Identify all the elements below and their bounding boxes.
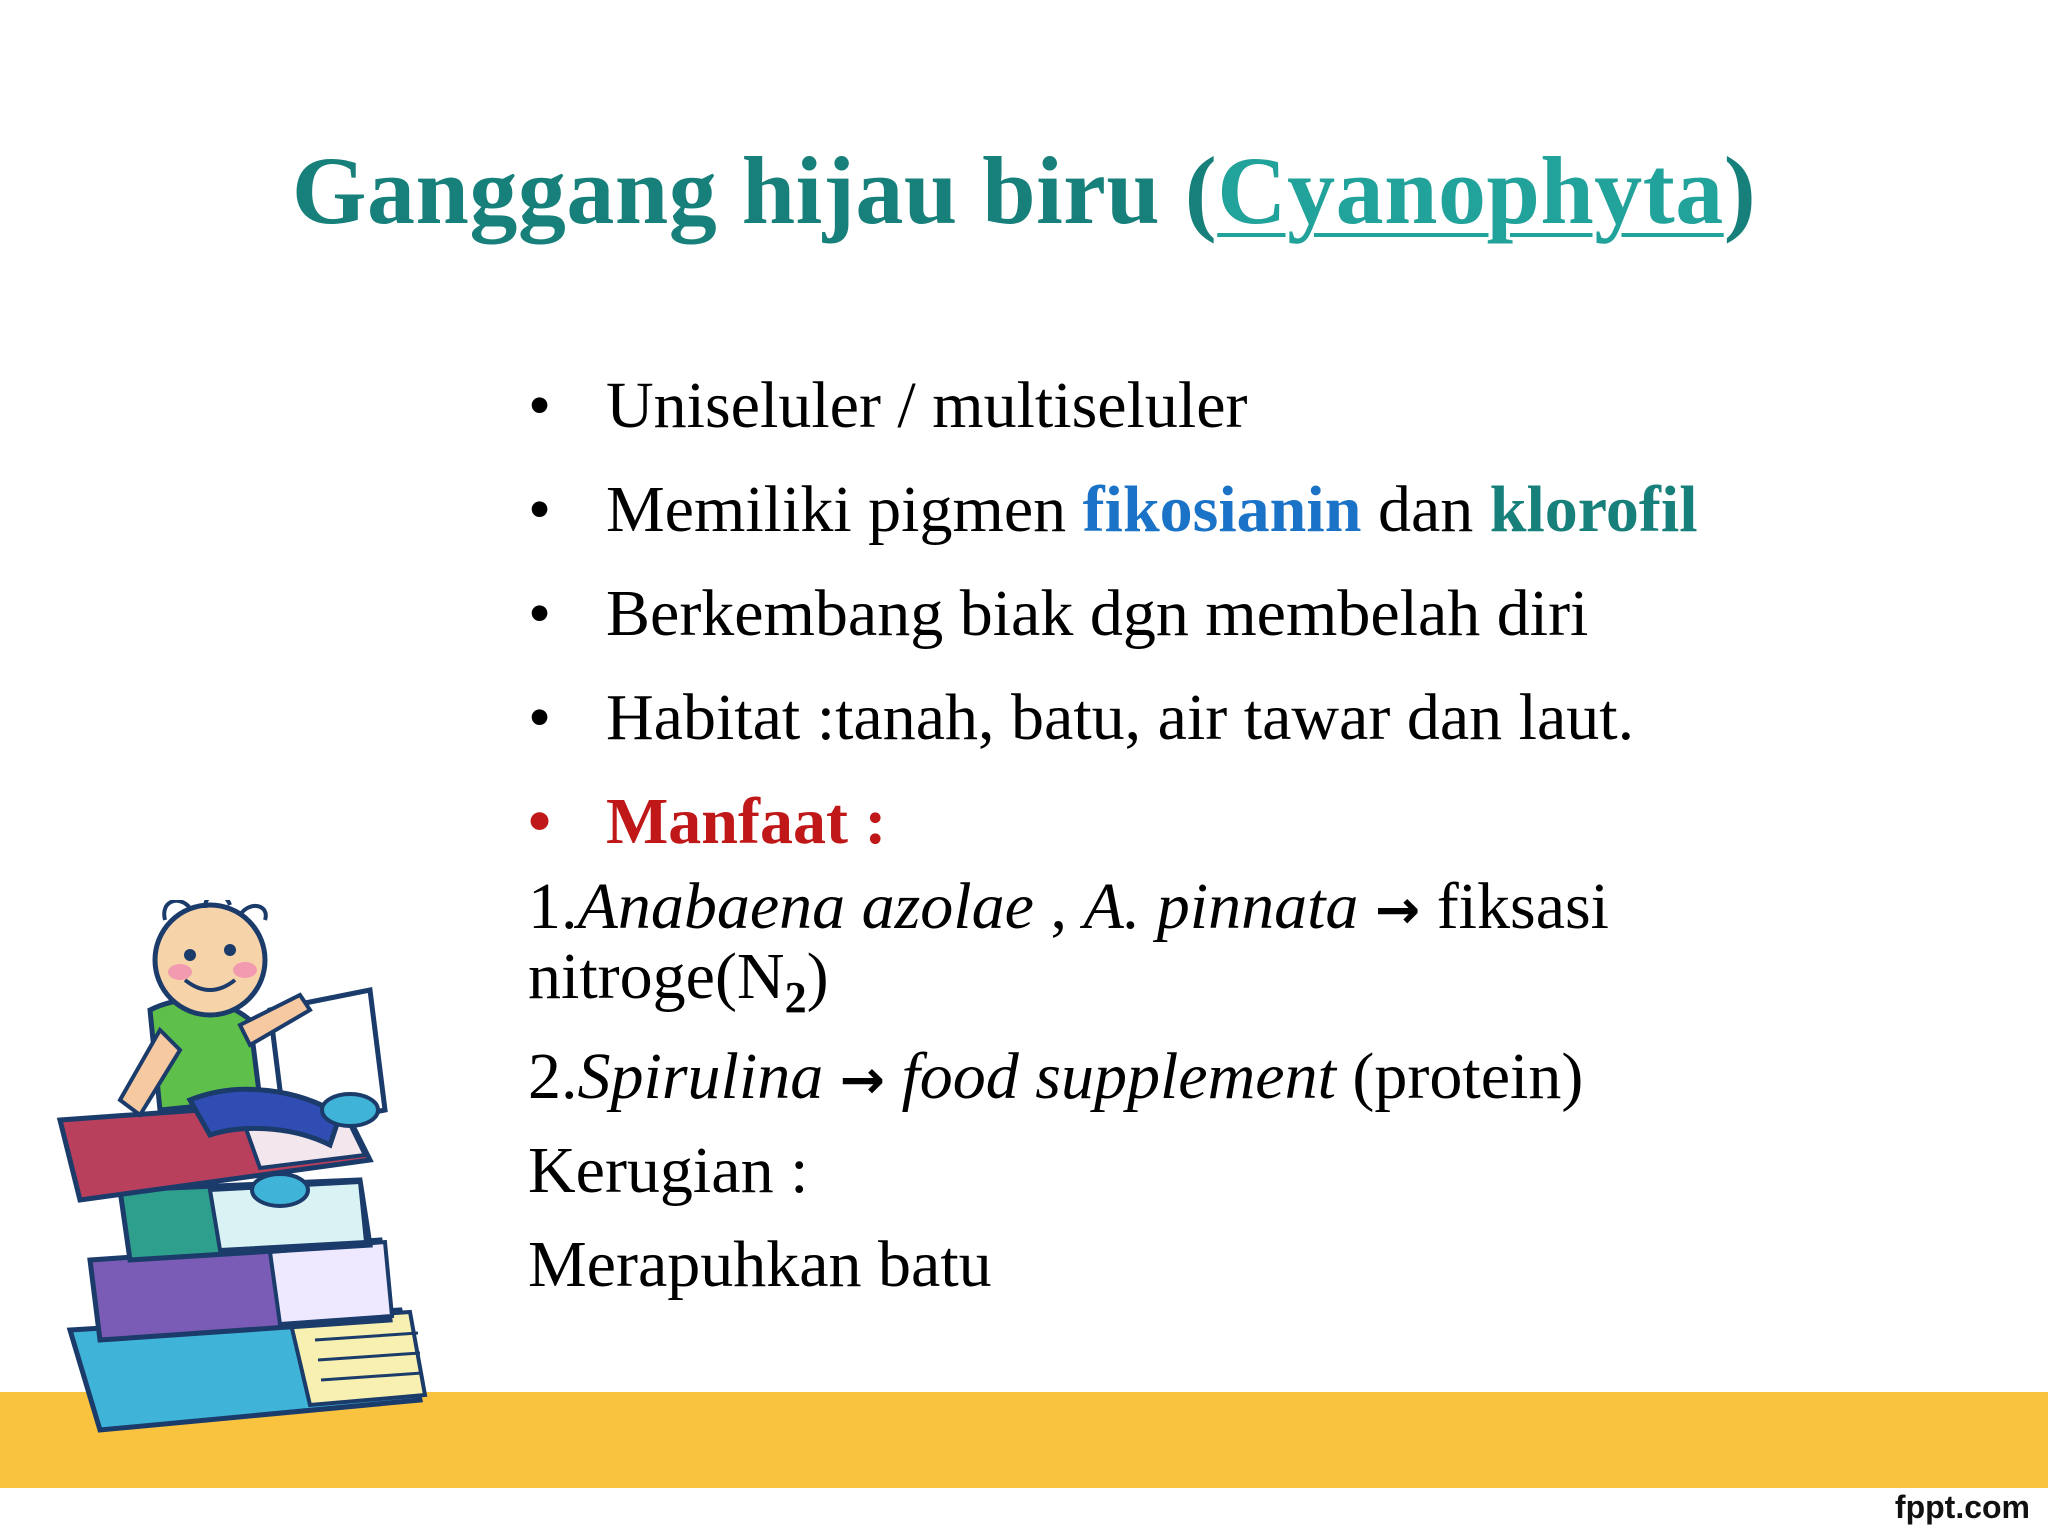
- separator: ,: [1033, 870, 1084, 943]
- bullet-dot: •: [528, 681, 552, 754]
- highlight-klorofil: klorofil: [1489, 473, 1698, 546]
- loss-heading: Kerugian :: [528, 1134, 809, 1207]
- bullet-item: [528, 778, 1698, 882]
- bullet-text: Habitat :tanah, batu, air tawar dan laut.: [606, 681, 1635, 754]
- benefit-text: ): [806, 940, 829, 1013]
- bullet-dot: •: [528, 785, 552, 858]
- manfaat-heading: Manfaat :: [606, 785, 887, 858]
- benefit-line-continued: [528, 942, 1609, 1042]
- species-name: Spirulina: [577, 1040, 824, 1113]
- bullet-text: Uniseluler / multiseluler: [606, 369, 1248, 442]
- title-prefix: Ganggang hijau biru (: [291, 137, 1218, 244]
- title-link-cyanophyta[interactable]: Cyanophyta: [1217, 137, 1724, 244]
- bullet-text: Memiliki pigmen: [606, 473, 1083, 546]
- arrow-right-icon: →: [1374, 878, 1421, 941]
- subscript: 2: [784, 973, 807, 1022]
- loss-text: Merapuhkan batu: [528, 1228, 992, 1301]
- benefit-effect: fiksasi: [1420, 870, 1610, 943]
- bullet-list: [528, 362, 1698, 882]
- benefit-number: 2.: [528, 1040, 578, 1113]
- species-name: Anabaena azolae: [577, 870, 1034, 943]
- bullet-item: [528, 466, 1698, 570]
- benefit-line: [528, 1042, 1609, 1136]
- slide-title: [0, 138, 2048, 244]
- bullet-item: [528, 674, 1698, 778]
- boy-on-books-illustration: [40, 900, 460, 1460]
- bullet-text: dan: [1361, 473, 1490, 546]
- benefit-text: nitroge(N: [528, 940, 785, 1013]
- benefits-block: [528, 872, 1609, 1300]
- benefit-effect-suffix: (protein): [1335, 1040, 1584, 1113]
- benefit-effect: food supplement: [901, 1040, 1336, 1113]
- highlight-fikosianin: fikosianin: [1082, 473, 1362, 546]
- bullet-item: [528, 362, 1698, 466]
- benefit-line: [528, 872, 1609, 942]
- bullet-dot: •: [528, 473, 552, 546]
- title-suffix: ): [1723, 137, 1757, 244]
- arrow-right-icon: →: [839, 1048, 885, 1111]
- bullet-text: Berkembang biak dgn membelah diri: [606, 577, 1589, 650]
- bullet-item: [528, 570, 1698, 674]
- bullet-dot: •: [528, 369, 552, 442]
- bullet-dot: •: [528, 577, 552, 650]
- species-name: A. pinnata: [1083, 870, 1359, 943]
- benefit-number: 1.: [528, 870, 578, 943]
- brand-watermark: fppt.com: [1894, 1489, 2030, 1525]
